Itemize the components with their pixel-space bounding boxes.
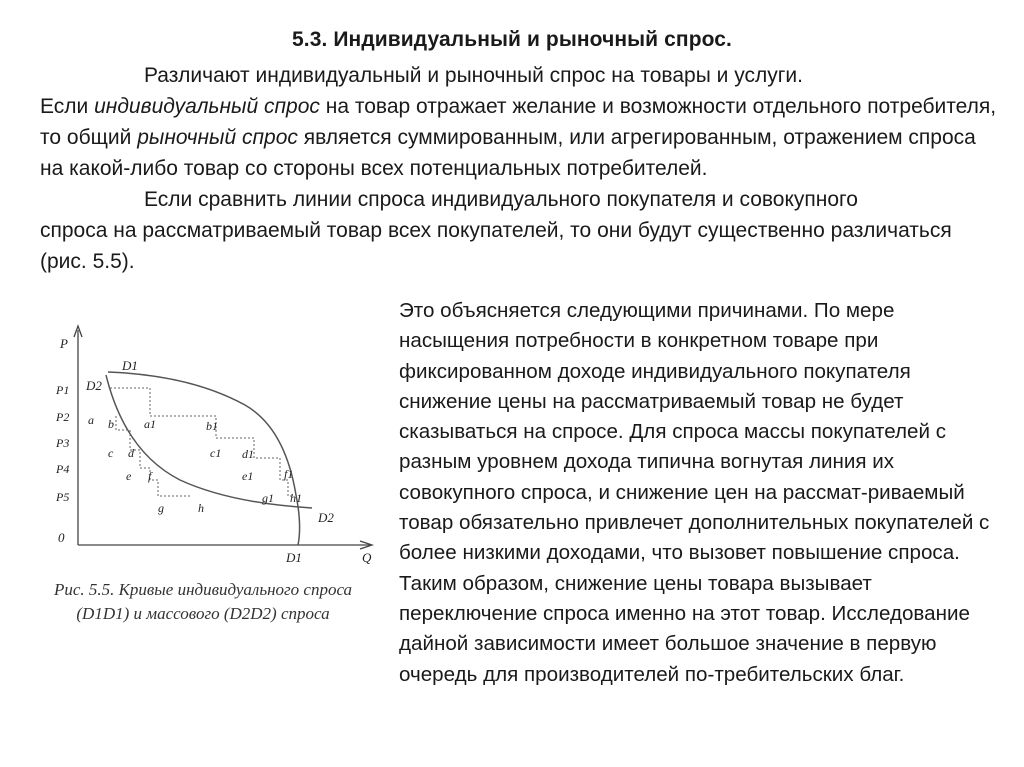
comparison-line: Если сравнить линии спроса индивидуального покупателя и совокупного: [144, 188, 858, 211]
y-axis-label: P: [60, 336, 68, 351]
price-level-p3: P3: [56, 436, 70, 450]
definition-middle: на товар отражает желание и возможности отдельного потребителя, то общий: [40, 95, 997, 149]
point-g: g: [158, 501, 164, 515]
explanation-text: [399, 296, 1004, 690]
definition-prefix: Если: [40, 95, 95, 118]
intro-line: Различают индивидуальный и рыночный спрос на товары и услуги.: [144, 64, 803, 87]
point-c: c: [108, 446, 114, 460]
origin-label: 0: [58, 530, 65, 545]
explanation-paragraph: Это объясняется следующими причинами. По мере насыщения потребности в конкретном товаре при фиксированном доходе индивидуального покупателя снижение цены на рассматриваемый товар не будет сказываться на спросе. Для спроса массы покупателей с разным уровнем дохода типична вогнутая линия их совокупного спроса, и снижение цен на рассмат-риваемый товар обязательно привлечет дополнительных покупателей с более низкими доходами, что вызовет повышение спроса. Таким образом, снижение цены товара вызывает переключение спроса именно на этот товар. Исследование дайной зависимости имеет большое значение в первую очередь для производителей по-требительских благ.: [399, 299, 990, 686]
price-level-p5: P5: [56, 490, 70, 504]
d1-top-label: D1: [122, 358, 138, 373]
definition-suffix: является суммированным, или агрегированным, отражением спроса на какой-либо товар со стороны всех потенциальных потребителей.: [40, 126, 976, 180]
d1-bottom-label: D1: [286, 550, 302, 565]
point-d: d: [128, 446, 134, 460]
individual-demand-term: индивидуальный спрос: [94, 95, 320, 118]
price-level-p1: P1: [56, 383, 70, 397]
point-h1: h1: [290, 491, 302, 505]
point-a: a: [88, 413, 94, 427]
d2-right-label: D2: [318, 510, 334, 525]
price-level-p4: P4: [56, 462, 70, 476]
x-axis-label: Q: [362, 550, 372, 565]
point-f: f: [148, 469, 152, 483]
comparison-rest: спроса на рассматриваемый товар всех покупателей, то они будут существенно различаться (рис. 5.5).: [40, 219, 952, 273]
point-b: b: [108, 417, 114, 431]
caption-line-2: (D1D1) и массового (D2D2) спроса: [76, 604, 330, 623]
caption-line-1: Рис. 5.5. Кривые индивидуального спроса: [53, 580, 353, 599]
price-level-p2: P2: [56, 410, 70, 424]
page-title: 5.3. Индивидуальный и рыночный спрос.: [292, 28, 732, 51]
d2-left-label: D2: [86, 378, 102, 393]
point-f1: f1: [284, 467, 294, 481]
point-e: e: [126, 469, 132, 483]
definition-paragraph: [40, 91, 1000, 184]
point-a1: a1: [144, 417, 156, 431]
point-e1: e1: [242, 469, 254, 483]
figure-caption: [28, 578, 378, 626]
market-demand-term: рыночный спрос: [137, 126, 298, 149]
point-h: h: [198, 501, 204, 515]
demand-curves-figure: [30, 320, 390, 570]
point-g1: g1: [262, 491, 274, 505]
step-lines: [110, 388, 294, 496]
d1-curve: [108, 372, 300, 545]
intro-text: [40, 60, 1000, 277]
point-b1: b1: [206, 419, 218, 433]
point-d1: d1: [242, 447, 254, 461]
point-c1: c1: [210, 446, 222, 460]
d2-curve: [106, 375, 312, 508]
